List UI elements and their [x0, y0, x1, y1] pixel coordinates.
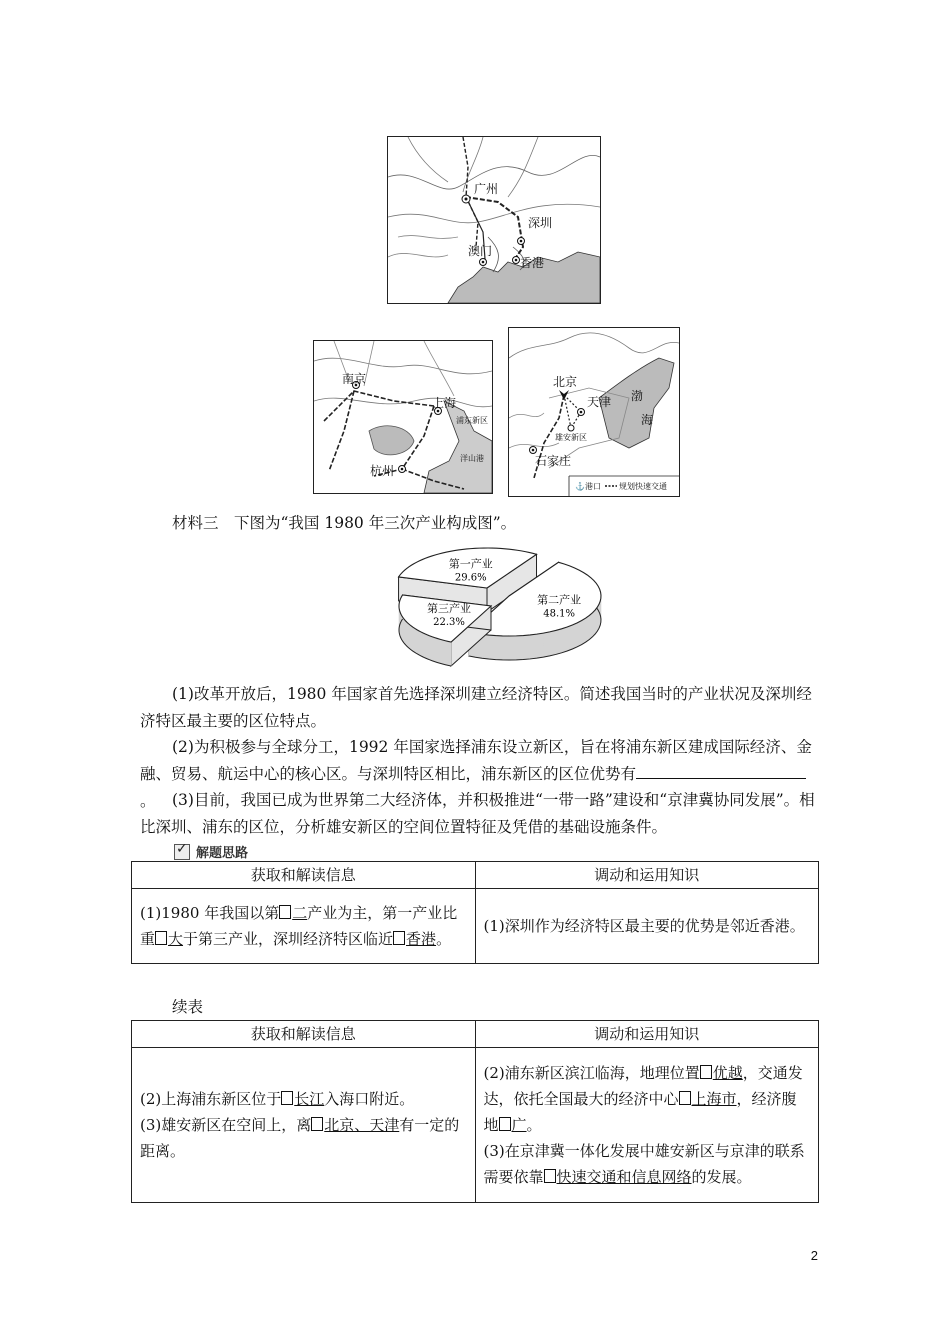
- cell-text: 有一定的距离。: [140, 1116, 460, 1160]
- question-3: (3)目前，我国已成为世界第二大经济体，并积极推进“一带一路”建设和“京津冀协同发展”。相比深圳、浦东的区位，分析雄安新区的空间位置特征及凭借的基础设施条件。: [140, 791, 815, 836]
- table-header-right: 调动和运用知识: [475, 862, 819, 889]
- pearl-river-delta-map-graphic: [388, 137, 600, 303]
- table-header-left: 获取和解读信息: [132, 1021, 476, 1048]
- cell-text: 的发展。: [691, 1168, 752, 1186]
- map-pearl-river-delta: [387, 136, 601, 304]
- label-macau: 澳门: [468, 244, 493, 258]
- yangtze-delta-map-graphic: [314, 341, 492, 493]
- cell-text: 。: [436, 930, 452, 948]
- jingjinji-map-graphic: [509, 328, 679, 496]
- table-header-left: 获取和解读信息: [132, 862, 476, 889]
- underlined-answer: 快速交通和信息网络: [556, 1168, 692, 1186]
- label-yangshan: 洋山港: [460, 454, 484, 463]
- blank-box-icon: [155, 931, 167, 945]
- cell-text: (1)1980 年我国以第: [140, 904, 280, 922]
- label-xiongan: 雄安新区: [555, 433, 587, 442]
- pie-value-label: 22.3%: [433, 617, 465, 629]
- pie-value-label: 48.1%: [543, 608, 576, 620]
- label-guangzhou: 广州: [474, 182, 499, 196]
- blank-box-icon: [499, 1117, 511, 1131]
- section-title-text: 解题思路: [196, 846, 249, 861]
- table-cell-info: [132, 889, 476, 964]
- table-row: [132, 889, 819, 964]
- checkbox-icon: [174, 844, 190, 860]
- continued-label: 续表: [172, 998, 204, 1016]
- table-cell-knowledge: [475, 1048, 819, 1203]
- label-shijiazhuang: 石家庄: [535, 454, 572, 468]
- table-cell-knowledge: (1)深圳作为经济特区最主要的优势是邻近香港。: [475, 889, 819, 964]
- label-beijing: 北京: [553, 375, 578, 389]
- blank-box-icon: [393, 931, 405, 945]
- blank-box-icon: [311, 1117, 323, 1131]
- legend-transit: 规划快速交通: [619, 482, 667, 491]
- material3-caption: 材料三 下图为“我国 1980 年三次产业构成图”。: [172, 514, 517, 532]
- analysis-table-1: [131, 861, 819, 964]
- cell-text: (3)在京津冀一体化发展中雄安新区与京津的联系需要依靠: [483, 1142, 805, 1186]
- label-tianjin: 天津: [587, 395, 612, 409]
- map-yangtze-river-delta: [313, 340, 493, 494]
- industry-pie-chart: [380, 542, 610, 668]
- label-nanjing: 南京: [342, 372, 367, 386]
- table-cell-info: [132, 1048, 476, 1203]
- table-header-row: [132, 862, 819, 889]
- cell-text: ，交通发达，依托全国最大的经济中心: [483, 1064, 803, 1108]
- cell-text: 于第三产业，深圳经济特区临近: [183, 930, 394, 948]
- question-2-end: 。: [140, 792, 156, 810]
- cell-text: ，经济腹地: [483, 1090, 797, 1134]
- blank-box-icon: [279, 905, 291, 919]
- label-hai: 海: [641, 413, 654, 427]
- label-pudong: 浦东新区: [456, 416, 488, 425]
- question-2-text: (2)为积极参与全球分工，1992 年国家选择浦东设立新区，旨在将浦东新区建成国际经济、金融、贸易、航运中心的核心区。与深圳特区相比，浦东新区的区位优势有: [140, 738, 812, 783]
- cell-text: 入海口附近。: [324, 1090, 415, 1108]
- page-number: 2: [810, 1248, 818, 1263]
- underlined-answer: 二: [292, 904, 308, 922]
- underlined-answer: 长江: [294, 1090, 325, 1108]
- cell-text: (2)浦东新区滨江临海，地理位置: [483, 1064, 700, 1082]
- underlined-answer: 北京、天津: [324, 1116, 400, 1134]
- cell-text: 产业为主，第一产业比重: [140, 904, 458, 948]
- pie-value-label: 29.6%: [454, 572, 487, 584]
- info-item-3: [140, 1112, 467, 1164]
- cell-text: (2)上海浦东新区位于: [140, 1090, 282, 1108]
- answer-blank: [636, 764, 806, 779]
- cell-text: 。: [526, 1116, 542, 1134]
- pie-category-label: 第二产业: [537, 593, 582, 607]
- map-jingjinji: [508, 327, 680, 497]
- blank-box-icon: [281, 1091, 293, 1105]
- blank-box-icon: [679, 1091, 691, 1105]
- analysis-table-2: [131, 1020, 819, 1203]
- pie-category-label: 第三产业: [427, 602, 472, 616]
- question-1: (1)改革开放后，1980 年国家首先选择深圳建立经济特区。简述我国当时的产业状况及深圳经济特区最主要的区位特点。: [140, 685, 812, 730]
- table-header-row: [132, 1021, 819, 1048]
- section-title: [174, 842, 248, 861]
- table-header-right: 调动和运用知识: [475, 1021, 819, 1048]
- label-shenzhen: 深圳: [528, 216, 553, 230]
- label-hangzhou: 杭州: [370, 464, 395, 478]
- info-item-2: [140, 1086, 467, 1112]
- blank-box-icon: [700, 1065, 712, 1079]
- knowledge-item-2: [484, 1060, 811, 1138]
- underlined-answer: 优越: [712, 1064, 743, 1082]
- pie-category-label: 第一产业: [448, 557, 493, 571]
- label-hongkong: 香港: [520, 256, 545, 270]
- cell-text: (3)雄安新区在空间上，离: [140, 1116, 312, 1134]
- blank-box-icon: [544, 1169, 556, 1183]
- anchor-icon: ⚓: [575, 482, 585, 491]
- underlined-answer: 大: [168, 930, 184, 948]
- legend-port: 港口: [585, 482, 601, 491]
- label-shanghai: 上海: [432, 396, 457, 410]
- table-row: [132, 1048, 819, 1203]
- underlined-answer: 上海市: [691, 1090, 737, 1108]
- knowledge-item-3: [484, 1138, 811, 1190]
- underlined-answer: 香港: [406, 930, 437, 948]
- label-bo: 渤: [631, 389, 644, 403]
- underlined-answer: 广: [511, 1116, 527, 1134]
